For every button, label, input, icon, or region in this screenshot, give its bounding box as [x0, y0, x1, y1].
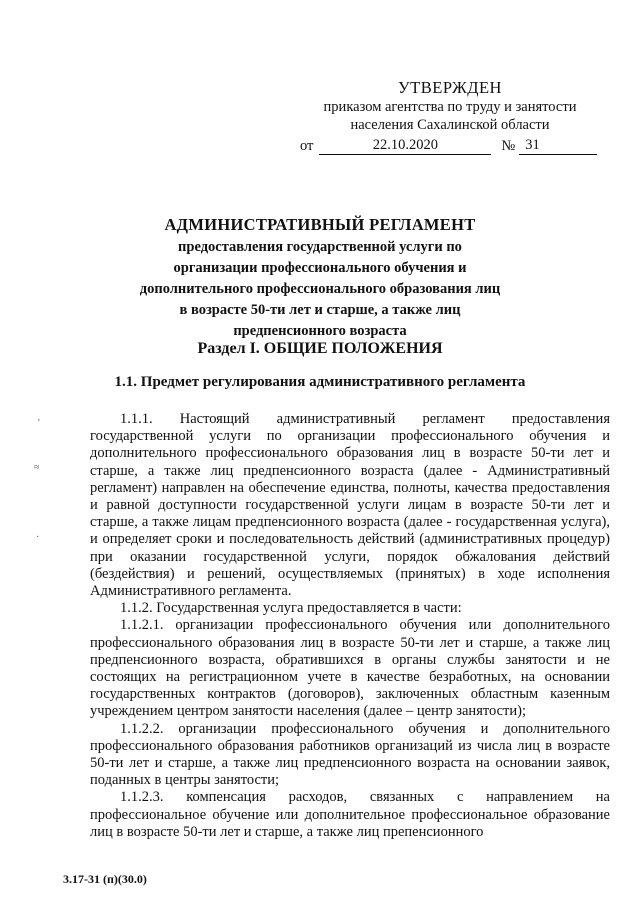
approval-number: 31 — [519, 136, 597, 155]
approval-date-number — [300, 136, 600, 155]
document-title-line-3: дополнительного профессионального образования лиц — [139, 281, 501, 297]
paragraph-1-1-1: 1.1.1. Настоящий административный регламент предоставления государственной услуги по организации профессионального обучения и дополнительного профессионального образования лиц в возрасте 50-ти лет и старше, а также лиц предпенсионного возраста (далее - Административный регламент) направлен на обеспечение единства, полноты, качества предоставления и равной доступности государственной услуги лицам в возрасте 50-ти лет и старше, а также лицам предпенсионного возраста (далее - государственная услуга), и определяет сроки и последовательность действий (административных процедур) при оказании государственной услуги, порядок обжалования действий (бездействия) и решений, осуществляемых (принятых) в ходе исполнения Административного регламента. — [90, 411, 610, 600]
document-body — [90, 411, 610, 841]
scan-speck: ≈ — [34, 462, 40, 473]
approval-date: 22.10.2020 — [319, 136, 491, 155]
paragraph-1-1-2-3: 1.1.2.3. компенсация расходов, связанных с направлением на профессиональное обучение или дополнительное профессиональное образование лиц в возрасте 50-ти лет и старше, а также лиц препенсионного — [90, 789, 610, 840]
paragraph-1-1-2-2: 1.1.2.2. организации профессионального обучения и дополнительного профессионального образования работников организаций из числа лиц в возрасте 50-ти лет и старше, а также лиц предпенсионного возраста на основании заявок, поданных в центры занятости; — [90, 720, 610, 789]
section-heading: Раздел I. ОБЩИЕ ПОЛОЖЕНИЯ — [197, 340, 443, 357]
approval-line-2: населения Сахалинской области — [350, 117, 550, 133]
paragraph-1-1-2-1: 1.1.2.1. организации профессионального обучения или дополнительного профессионального образования лиц в возрасте 50-ти лет и старше, а также лиц предпенсионного возраста, обратившихся в органы службы занятости и не состоящих на регистрационном учете в качестве безработных, на основании государственных контрактов (договоров), заключенных областным казенным учреждением центром занятости населения (далее – центр занятости); — [90, 617, 610, 720]
subsection-heading: 1.1. Предмет регулирования административного регламента — [114, 374, 526, 390]
document-code: 3.17-31 (п)(30.0) — [63, 872, 147, 886]
document-title — [60, 214, 580, 341]
document-title-line-5: предпенсионного возраста — [233, 323, 407, 339]
paragraph-1-1-2: 1.1.2. Государственная услуга предоставляется в части: — [120, 600, 462, 617]
approval-title: УТВЕРЖДЕН — [398, 78, 502, 97]
document-title-line-1: предоставления государственной услуги по — [178, 239, 462, 255]
scan-speck: · — [36, 532, 40, 543]
approval-from-label: от — [300, 138, 314, 154]
scan-speck: ' — [38, 418, 40, 429]
document-title-line-2: организации профессионального обучения и — [173, 260, 467, 276]
approval-stamp — [300, 78, 600, 155]
document-title-main: АДМИНИСТРАТИВНЫЙ РЕГЛАМЕНТ — [164, 215, 476, 234]
approval-number-label: № — [501, 138, 516, 154]
document-title-line-4: в возрасте 50-ти лет и старше, а также лиц — [179, 302, 461, 318]
approval-line-1: приказом агентства по труду и занятости — [323, 99, 577, 115]
